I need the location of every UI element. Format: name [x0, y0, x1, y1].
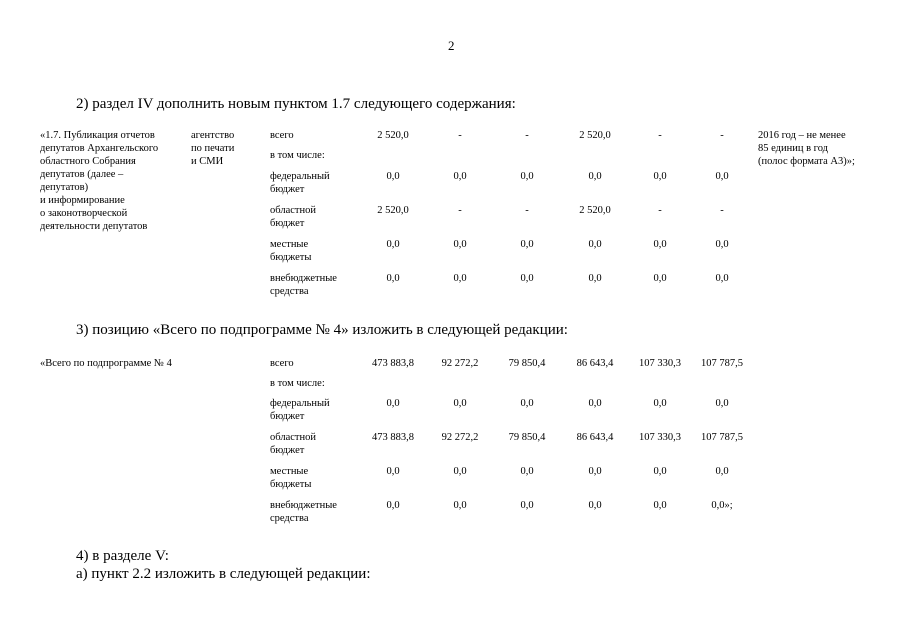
item2-description-line: «1.7. Публикация отчетов — [40, 130, 155, 141]
source-line: бюджет — [270, 184, 305, 195]
value-cell: 0,0 — [386, 273, 400, 284]
value-cell: 0,0 — [453, 273, 467, 284]
value-cell: 0,0 — [715, 239, 729, 250]
value-cell: 0,0 — [386, 239, 400, 250]
value-cell: - — [458, 205, 462, 216]
source-line: бюджеты — [270, 252, 312, 263]
source-cell — [270, 499, 337, 525]
value-cell: 0,0 — [653, 273, 667, 284]
value-cell: 0,0 — [715, 466, 729, 477]
item2-description-line: областного Собрания — [40, 156, 136, 167]
source-line: внебюджетные — [270, 500, 337, 511]
source-cell — [270, 170, 330, 196]
value-cell: 0,0»; — [711, 500, 733, 511]
source-cell — [270, 272, 337, 298]
item2-result-line: 85 единиц в год — [758, 143, 829, 154]
item3-description: «Всего по подпрограмме № 4 — [40, 358, 172, 369]
source-line: всего — [270, 358, 294, 369]
source-line: в том числе: — [270, 150, 325, 161]
item2-description-line: и информирование — [40, 195, 125, 206]
source-line: федеральный — [270, 398, 330, 409]
item2-description-line: о законотворческой — [40, 208, 128, 219]
value-cell: 0,0 — [386, 466, 400, 477]
value-cell: 2 520,0 — [377, 130, 409, 141]
item2-heading: 2) раздел IV дополнить новым пунктом 1.7 следующего содержания: — [76, 96, 516, 112]
value-cell: - — [720, 205, 724, 216]
value-cell: 86 643,4 — [576, 432, 614, 443]
value-cell: 0,0 — [653, 466, 667, 477]
source-line: средства — [270, 286, 309, 297]
value-cell: 0,0 — [715, 171, 729, 182]
value-cell: 0,0 — [653, 239, 667, 250]
source-line: бюджеты — [270, 479, 312, 490]
value-cell: 0,0 — [453, 398, 467, 409]
item2-executor — [191, 129, 261, 168]
value-cell: 107 330,3 — [639, 432, 681, 443]
value-cell: 0,0 — [588, 500, 602, 511]
value-cell: 2 520,0 — [579, 130, 611, 141]
value-cell: 0,0 — [386, 500, 400, 511]
value-cell: - — [525, 205, 529, 216]
value-cell: - — [658, 130, 662, 141]
value-cell: 0,0 — [453, 500, 467, 511]
value-cell: 0,0 — [653, 398, 667, 409]
source-line: бюджет — [270, 445, 305, 456]
value-cell: 0,0 — [520, 273, 534, 284]
value-cell: 0,0 — [715, 398, 729, 409]
value-cell: 0,0 — [520, 239, 534, 250]
item2-description-line: депутатов) — [40, 182, 89, 193]
item2-executor-line: по печати — [191, 143, 235, 154]
value-cell: 0,0 — [588, 171, 602, 182]
source-line: местные — [270, 466, 309, 477]
source-cell — [270, 204, 316, 230]
value-cell: 0,0 — [453, 239, 467, 250]
item3-heading: 3) позицию «Всего по подпрограмме № 4» изложить в следующей редакции: — [76, 322, 568, 338]
value-cell: 79 850,4 — [508, 432, 546, 443]
value-cell: 107 330,3 — [639, 358, 681, 369]
value-cell: 0,0 — [715, 273, 729, 284]
value-cell: - — [458, 130, 462, 141]
source-line: бюджет — [270, 411, 305, 422]
item2-executor-line: и СМИ — [191, 156, 224, 167]
source-cell — [270, 431, 316, 457]
item2-description-line: депутатов (далее – — [40, 169, 124, 180]
item2-executor-line: агентство — [191, 130, 235, 141]
value-cell: 0,0 — [520, 466, 534, 477]
value-cell: 92 272,2 — [441, 358, 479, 369]
page-number: 2 — [448, 38, 455, 53]
value-cell: 0,0 — [520, 398, 534, 409]
item4-sub-a: а) пункт 2.2 изложить в следующей редакции: — [76, 566, 371, 582]
source-line: внебюджетные — [270, 273, 337, 284]
value-cell: - — [525, 130, 529, 141]
value-cell: 86 643,4 — [576, 358, 614, 369]
value-cell: 0,0 — [588, 273, 602, 284]
value-cell: 107 787,5 — [701, 432, 743, 443]
source-line: федеральный — [270, 171, 330, 182]
source-cell — [270, 397, 330, 423]
source-line: местные — [270, 239, 309, 250]
item2-description-line: деятельности депутатов — [40, 221, 148, 232]
item2-result — [758, 129, 898, 168]
value-cell: 0,0 — [520, 500, 534, 511]
value-cell: 2 520,0 — [579, 205, 611, 216]
value-cell: 2 520,0 — [377, 205, 409, 216]
value-cell: 473 883,8 — [372, 432, 414, 443]
value-cell: - — [720, 130, 724, 141]
value-cell: 0,0 — [588, 239, 602, 250]
value-cell: 0,0 — [453, 171, 467, 182]
value-cell: 0,0 — [653, 500, 667, 511]
value-cell: 0,0 — [453, 466, 467, 477]
item4-heading: 4) в разделе V: — [76, 548, 169, 564]
source-cell — [270, 377, 325, 390]
item2-result-line: (полос формата А3)»; — [758, 156, 855, 167]
item2-description — [40, 129, 185, 233]
source-cell — [270, 465, 311, 491]
value-cell: 0,0 — [653, 171, 667, 182]
source-cell — [270, 149, 325, 162]
source-line: областной — [270, 205, 316, 216]
value-cell: 107 787,5 — [701, 358, 743, 369]
source-line: средства — [270, 513, 309, 524]
source-line: в том числе: — [270, 378, 325, 389]
value-cell: 0,0 — [588, 466, 602, 477]
value-cell: 473 883,8 — [372, 358, 414, 369]
value-cell: 0,0 — [386, 171, 400, 182]
value-cell: 0,0 — [386, 398, 400, 409]
source-cell — [270, 129, 294, 142]
source-line: областной — [270, 432, 316, 443]
source-cell — [270, 357, 294, 370]
source-cell — [270, 238, 311, 264]
value-cell: 79 850,4 — [508, 358, 546, 369]
value-cell: 0,0 — [520, 171, 534, 182]
source-line: всего — [270, 130, 294, 141]
source-line: бюджет — [270, 218, 305, 229]
value-cell: 0,0 — [588, 398, 602, 409]
item2-description-line: депутатов Архангельского — [40, 143, 159, 154]
item2-result-line: 2016 год – не менее — [758, 130, 846, 141]
value-cell: - — [658, 205, 662, 216]
value-cell: 92 272,2 — [441, 432, 479, 443]
